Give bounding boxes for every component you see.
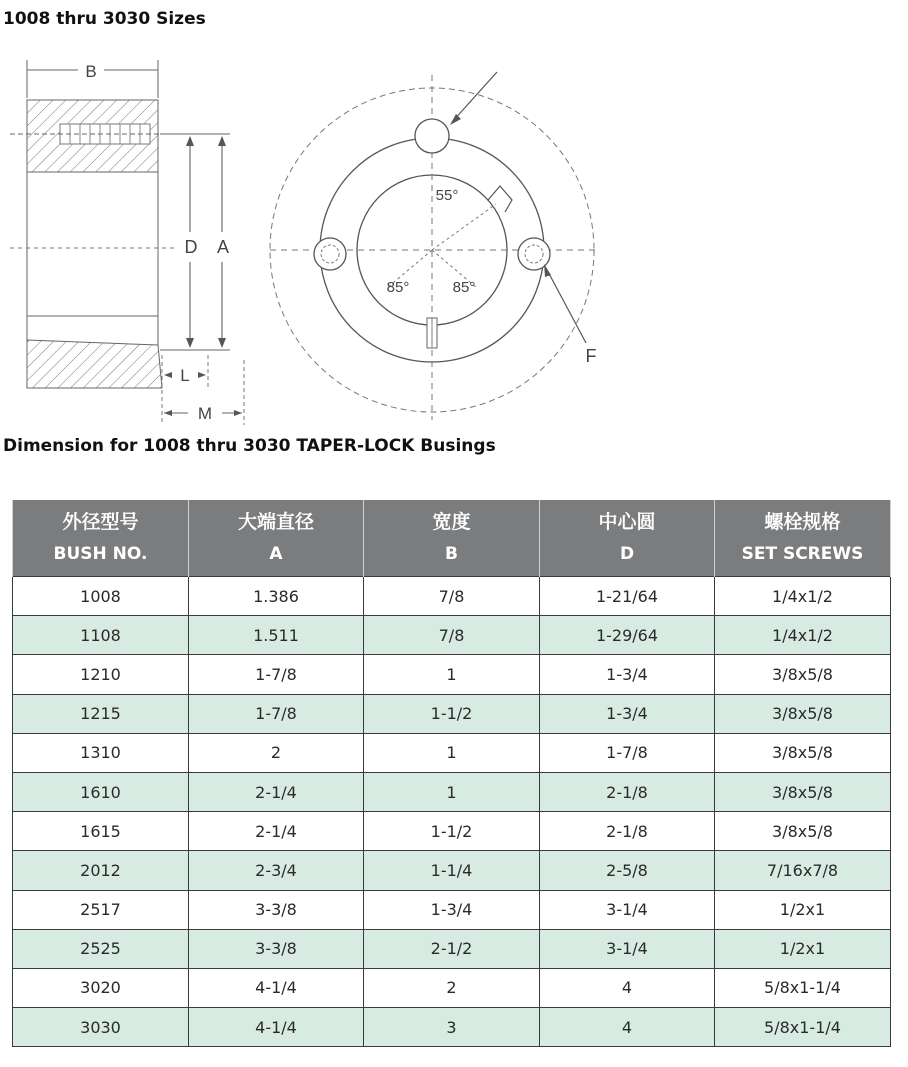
cell-a: 3-3/8 <box>189 929 364 968</box>
cell-b: 1 <box>364 733 540 772</box>
table-row <box>13 577 891 616</box>
table-row <box>13 929 891 968</box>
cell-b: 1 <box>364 655 540 694</box>
table-row <box>13 890 891 929</box>
cell-d: 1-29/64 <box>540 616 715 655</box>
front-view <box>270 72 600 420</box>
cell-a: 3-3/8 <box>189 890 364 929</box>
label-l: L <box>180 366 190 385</box>
table-header-row <box>13 500 891 577</box>
header-bush-no: 外径型号 BUSH NO. <box>13 500 189 577</box>
cell-d: 2-1/8 <box>540 772 715 811</box>
screw-hole-right <box>518 238 550 270</box>
cell-set-screws: 1/4x1/2 <box>715 616 891 655</box>
cell-bush-no: 1615 <box>13 812 189 851</box>
table-row <box>13 851 891 890</box>
cell-a: 2-1/4 <box>189 812 364 851</box>
screw-thread <box>60 124 150 144</box>
key-notch <box>488 186 512 212</box>
cell-d: 1-7/8 <box>540 733 715 772</box>
label-d: D <box>184 237 198 257</box>
cell-b: 2 <box>364 968 540 1007</box>
dimension-title: Dimension for 1008 thru 3030 TAPER-LOCK Busings <box>3 436 496 456</box>
cell-a: 1.511 <box>189 616 364 655</box>
cell-set-screws: 1/4x1/2 <box>715 577 891 616</box>
cell-bush-no: 1008 <box>13 577 189 616</box>
cell-b: 2-1/2 <box>364 929 540 968</box>
cell-b: 1-1/2 <box>364 812 540 851</box>
cell-set-screws: 3/8x5/8 <box>715 655 891 694</box>
cell-a: 1-7/8 <box>189 694 364 733</box>
cell-set-screws: 3/8x5/8 <box>715 812 891 851</box>
cell-bush-no: 1610 <box>13 772 189 811</box>
cell-d: 1-3/4 <box>540 655 715 694</box>
cell-a: 2 <box>189 733 364 772</box>
table-row <box>13 616 891 655</box>
label-f: F <box>585 346 597 366</box>
cell-bush-no: 1210 <box>13 655 189 694</box>
angle-85-left-label: 85° <box>386 279 410 296</box>
table-row <box>13 733 891 772</box>
dimension-table <box>12 500 891 1047</box>
cell-b: 3 <box>364 1008 540 1047</box>
cell-set-screws: 1/2x1 <box>715 929 891 968</box>
table-row <box>13 655 891 694</box>
cell-d: 4 <box>540 968 715 1007</box>
table-row <box>13 1008 891 1047</box>
cell-a: 4-1/4 <box>189 968 364 1007</box>
cell-d: 3-1/4 <box>540 890 715 929</box>
header-a: 大端直径 A <box>189 500 364 577</box>
cell-b: 1-3/4 <box>364 890 540 929</box>
header-d: 中心圆 D <box>540 500 715 577</box>
cell-a: 1.386 <box>189 577 364 616</box>
leader-f <box>546 268 586 343</box>
side-view <box>10 60 244 425</box>
cell-d: 2-1/8 <box>540 812 715 851</box>
label-b: B <box>85 62 97 81</box>
cell-b: 1-1/2 <box>364 694 540 733</box>
cell-bush-no: 3020 <box>13 968 189 1007</box>
cell-bush-no: 2012 <box>13 851 189 890</box>
cell-d: 1-21/64 <box>540 577 715 616</box>
cell-set-screws: 3/8x5/8 <box>715 733 891 772</box>
screw-hole-left <box>314 238 346 270</box>
dimension-table-container <box>12 500 890 1047</box>
angle-55-label: 55° <box>435 187 459 204</box>
cell-bush-no: 3030 <box>13 1008 189 1047</box>
cell-d: 4 <box>540 1008 715 1047</box>
cell-b: 1 <box>364 772 540 811</box>
cell-set-screws: 3/8x5/8 <box>715 772 891 811</box>
cell-b: 7/8 <box>364 616 540 655</box>
cell-d: 3-1/4 <box>540 929 715 968</box>
cell-a: 2-1/4 <box>189 772 364 811</box>
cell-bush-no: 1310 <box>13 733 189 772</box>
table-row <box>13 772 891 811</box>
label-m: M <box>197 404 213 423</box>
cell-b: 7/8 <box>364 577 540 616</box>
cell-a: 1-7/8 <box>189 655 364 694</box>
cell-bush-no: 1108 <box>13 616 189 655</box>
cell-set-screws: 7/16x7/8 <box>715 851 891 890</box>
header-b: 宽度 B <box>364 500 540 577</box>
table-row <box>13 812 891 851</box>
header-set-screws: 螺栓规格 SET SCREWS <box>715 500 891 577</box>
table-row <box>13 694 891 733</box>
cell-set-screws: 3/8x5/8 <box>715 694 891 733</box>
table-row <box>13 968 891 1007</box>
cell-b: 1-1/4 <box>364 851 540 890</box>
cell-set-screws: 1/2x1 <box>715 890 891 929</box>
cell-d: 1-3/4 <box>540 694 715 733</box>
cell-set-screws: 5/8x1-1/4 <box>715 968 891 1007</box>
label-a: A <box>216 237 230 257</box>
leader-top <box>452 72 497 122</box>
cell-bush-no: 1215 <box>13 694 189 733</box>
lower-hatch <box>27 340 162 388</box>
cell-a: 4-1/4 <box>189 1008 364 1047</box>
cell-set-screws: 5/8x1-1/4 <box>715 1008 891 1047</box>
cell-bush-no: 2517 <box>13 890 189 929</box>
cell-bush-no: 2525 <box>13 929 189 968</box>
sizes-title: 1008 thru 3030 Sizes <box>3 9 206 29</box>
cell-d: 2-5/8 <box>540 851 715 890</box>
bushing-technical-drawing <box>0 35 620 430</box>
cell-a: 2-3/4 <box>189 851 364 890</box>
screw-hole-top <box>415 119 449 153</box>
angle-85-right-label: 85° <box>452 279 476 296</box>
